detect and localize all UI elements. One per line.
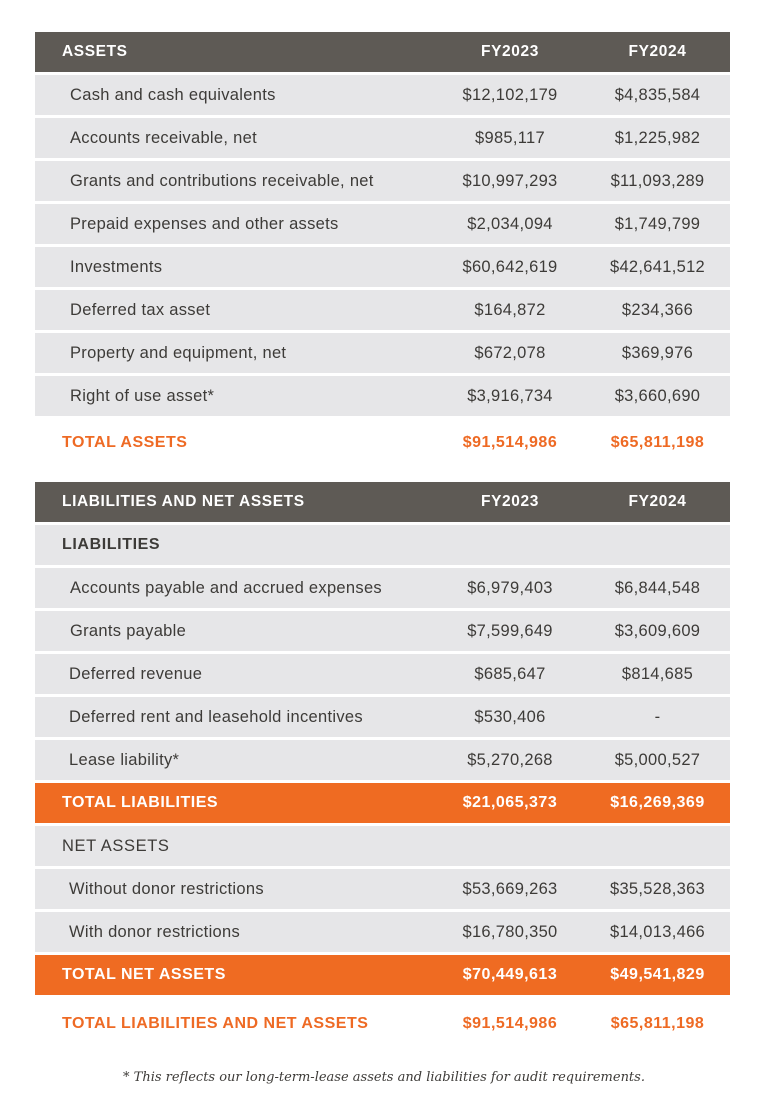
grand-total-fy2023: $91,514,986 <box>462 1015 558 1032</box>
row-fy2024: $6,844,548 <box>614 578 701 597</box>
total-net-assets-fy2024: $49,541,829 <box>610 966 705 983</box>
table-row <box>35 75 730 115</box>
row-fy2024: $42,641,512 <box>609 257 706 276</box>
total-assets-fy2024: $65,811,198 <box>610 434 705 451</box>
row-label: Deferred revenue <box>69 664 203 683</box>
total-net-assets-fy2023: $70,449,613 <box>462 966 558 983</box>
table-row <box>35 247 730 287</box>
row-label: Accounts receivable, net <box>70 128 257 147</box>
row-fy2024: $4,835,584 <box>614 85 701 104</box>
row-fy2023: $2,034,094 <box>467 214 553 233</box>
assets-header-label: ASSETS <box>62 43 128 60</box>
grand-total-label: TOTAL LIABILITIES AND NET ASSETS <box>62 1015 369 1032</box>
row-fy2023: $60,642,619 <box>462 257 558 276</box>
row-fy2024: $14,013,466 <box>609 922 706 941</box>
total-net-assets-label: TOTAL NET ASSETS <box>62 966 226 983</box>
row-fy2024: $35,528,363 <box>609 879 706 898</box>
table-row <box>35 697 730 737</box>
net-assets-section-row <box>35 826 730 866</box>
table-row <box>35 376 730 416</box>
row-fy2024: $369,976 <box>621 343 694 362</box>
row-fy2024: $5,000,527 <box>614 750 701 769</box>
total-net-assets-row <box>35 955 730 995</box>
table-row <box>35 118 730 158</box>
row-fy2024: $1,749,799 <box>614 214 701 233</box>
row-label: Investments <box>70 257 163 276</box>
assets-header-row <box>35 32 730 72</box>
row-label: Without donor restrictions <box>69 879 264 898</box>
liabilities-section-row <box>35 525 730 565</box>
row-label: Accounts payable and accrued expenses <box>70 578 382 597</box>
table-row <box>35 611 730 651</box>
grand-total-fy2024: $65,811,198 <box>610 1015 705 1032</box>
row-label: Right of use asset* <box>70 386 215 405</box>
footnote: * This reflects our long-term-lease assets and liabilities for audit requirements. <box>123 1070 645 1085</box>
table-row <box>35 161 730 201</box>
row-fy2024: $11,093,289 <box>610 171 705 190</box>
total-liabilities-fy2024: $16,269,369 <box>610 794 705 811</box>
total-assets-fy2023: $91,514,986 <box>462 434 558 451</box>
table-row <box>35 204 730 244</box>
table-row <box>35 654 730 694</box>
assets-table <box>35 32 730 470</box>
table-row <box>35 869 730 909</box>
row-fy2023: $3,916,734 <box>467 386 553 405</box>
row-fy2024: $3,609,609 <box>614 621 701 640</box>
liabilities-header-label: LIABILITIES AND NET ASSETS <box>62 493 305 510</box>
row-fy2023: $672,078 <box>474 343 546 362</box>
row-fy2023: $164,872 <box>474 300 546 319</box>
row-fy2023: $12,102,179 <box>462 85 558 104</box>
row-fy2024: $3,660,690 <box>614 386 701 405</box>
row-fy2023: $10,997,293 <box>462 171 558 190</box>
row-fy2023: $985,117 <box>475 128 545 147</box>
table-row <box>35 290 730 330</box>
row-fy2023: $16,780,350 <box>462 922 558 941</box>
total-assets-row <box>35 419 730 467</box>
table-row <box>35 333 730 373</box>
row-label: Grants and contributions receivable, net <box>70 171 374 190</box>
row-label: Cash and cash equivalents <box>70 85 276 104</box>
row-label: Prepaid expenses and other assets <box>70 214 339 233</box>
liabilities-table <box>35 482 730 1053</box>
row-fy2023: $5,270,268 <box>467 750 553 769</box>
total-liabilities-label: TOTAL LIABILITIES <box>62 794 219 811</box>
table-row <box>35 568 730 608</box>
row-fy2024: $1,225,982 <box>614 128 701 147</box>
row-label: Property and equipment, net <box>70 343 287 362</box>
row-fy2024: $234,366 <box>621 300 694 319</box>
liabilities-header-fy2023: FY2023 <box>481 493 539 510</box>
table-row <box>35 740 730 780</box>
total-liabilities-row <box>35 783 730 823</box>
assets-header-fy2024: FY2024 <box>628 43 687 60</box>
liabilities-section-label: LIABILITIES <box>62 536 161 553</box>
row-fy2023: $530,406 <box>474 707 546 726</box>
row-fy2023: $7,599,649 <box>467 621 553 640</box>
row-label: Deferred tax asset <box>70 300 211 319</box>
total-assets-label: TOTAL ASSETS <box>62 434 188 451</box>
row-label: Deferred rent and leasehold incentives <box>69 707 363 726</box>
grand-total-row <box>35 998 730 1050</box>
assets-header-fy2023: FY2023 <box>481 43 539 60</box>
liabilities-header-fy2024: FY2024 <box>628 493 687 510</box>
row-label: With donor restrictions <box>69 922 241 941</box>
row-fy2023: $6,979,403 <box>467 578 553 597</box>
liabilities-header-row <box>35 482 730 522</box>
total-liabilities-fy2023: $21,065,373 <box>462 794 558 811</box>
row-fy2023: $53,669,263 <box>462 879 558 898</box>
net-assets-section-label: NET ASSETS <box>62 836 170 855</box>
row-label: Grants payable <box>70 621 187 640</box>
row-fy2023: $685,647 <box>474 664 546 683</box>
row-fy2024: $814,685 <box>621 664 694 683</box>
row-fy2024: - <box>654 707 661 726</box>
table-row <box>35 912 730 952</box>
row-label: Lease liability* <box>69 750 180 769</box>
